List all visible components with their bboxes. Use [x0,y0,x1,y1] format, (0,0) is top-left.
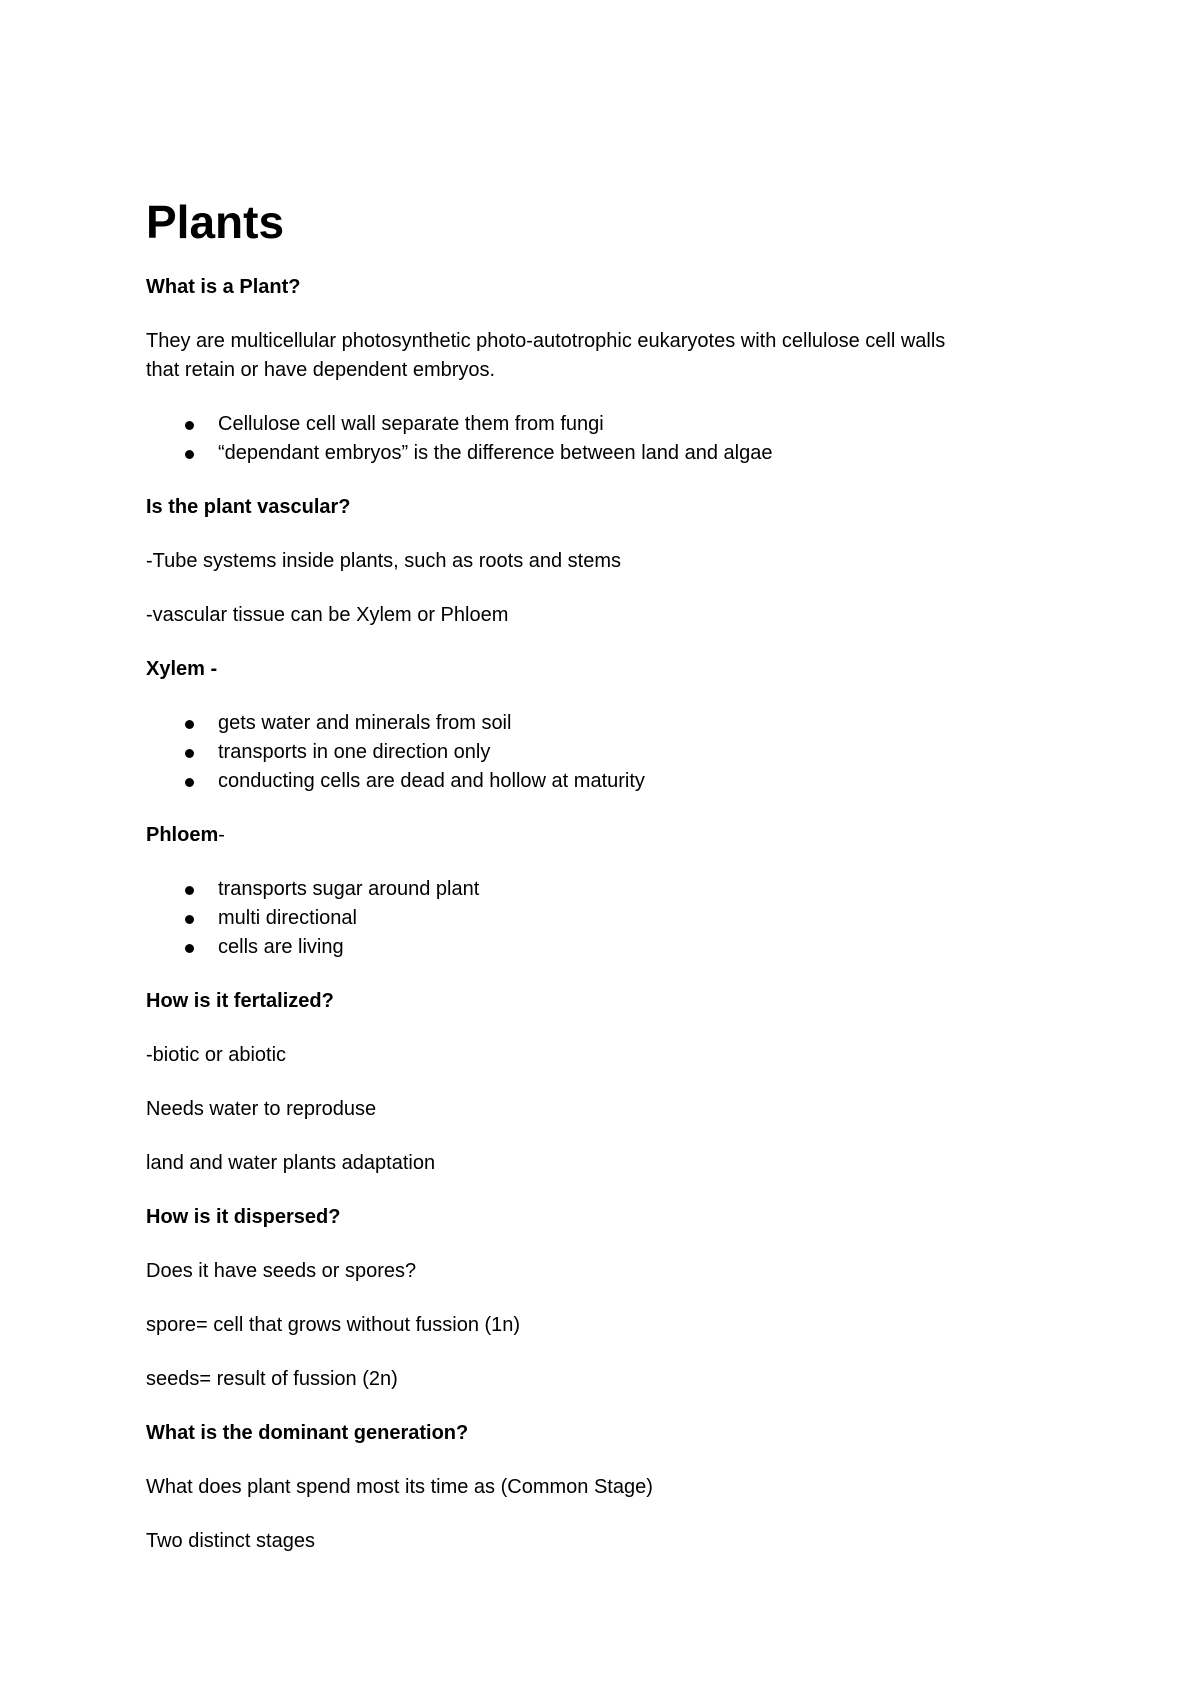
heading-phloem [146,821,1106,850]
fertilized-line: land and water plants adaptation [146,1152,436,1174]
dispersed-line: seeds= result of fussion (2n) [146,1368,398,1390]
xylem-list [146,709,1106,796]
fertilized-line: Needs water to reproduse [146,1098,377,1120]
list-item: gets water and minerals from soil [146,709,1106,738]
list-item: conducting cells are dead and hollow at maturity [146,767,1106,796]
list-item: transports sugar around plant [146,875,1106,904]
intro-paragraph-line-1: They are multicellular photosynthetic photo-autotrophic eukaryotes with cellulose cell walls [146,330,946,352]
heading-vascular: Is the plant vascular? [146,496,351,518]
dominant-line: Two distinct stages [146,1530,315,1552]
heading-dispersed: How is it dispersed? [146,1206,341,1228]
heading-what-is-plant: What is a Plant? [146,276,301,298]
dispersed-line: Does it have seeds or spores? [146,1260,417,1282]
heading-phloem-dash: - [218,824,225,846]
list-item: transports in one direction only [146,738,1106,767]
document-page [146,194,1106,1556]
list-item: Cellulose cell wall separate them from fungi [146,410,1106,439]
list-item: “dependant embryos” is the difference between land and algae [146,439,1106,468]
list-item: cells are living [146,933,1106,962]
heading-dominant-generation: What is the dominant generation? [146,1422,469,1444]
page-title: Plants [146,196,285,248]
heading-fertilized: How is it fertalized? [146,990,334,1012]
intro-paragraph-line-2: that retain or have dependent embryos. [146,359,496,381]
vascular-line: -vascular tissue can be Xylem or Phloem [146,604,509,626]
list-item: multi directional [146,904,1106,933]
plant-definition-list [146,410,1106,468]
dominant-line: What does plant spend most its time as (Common Stage) [146,1476,653,1498]
fertilized-line: -biotic or abiotic [146,1044,287,1066]
dispersed-line: spore= cell that grows without fussion (1n) [146,1314,521,1336]
heading-xylem: Xylem - [146,658,218,680]
heading-phloem-text: Phloem [146,824,219,846]
vascular-line: -Tube systems inside plants, such as roots and stems [146,550,622,572]
phloem-list [146,875,1106,962]
